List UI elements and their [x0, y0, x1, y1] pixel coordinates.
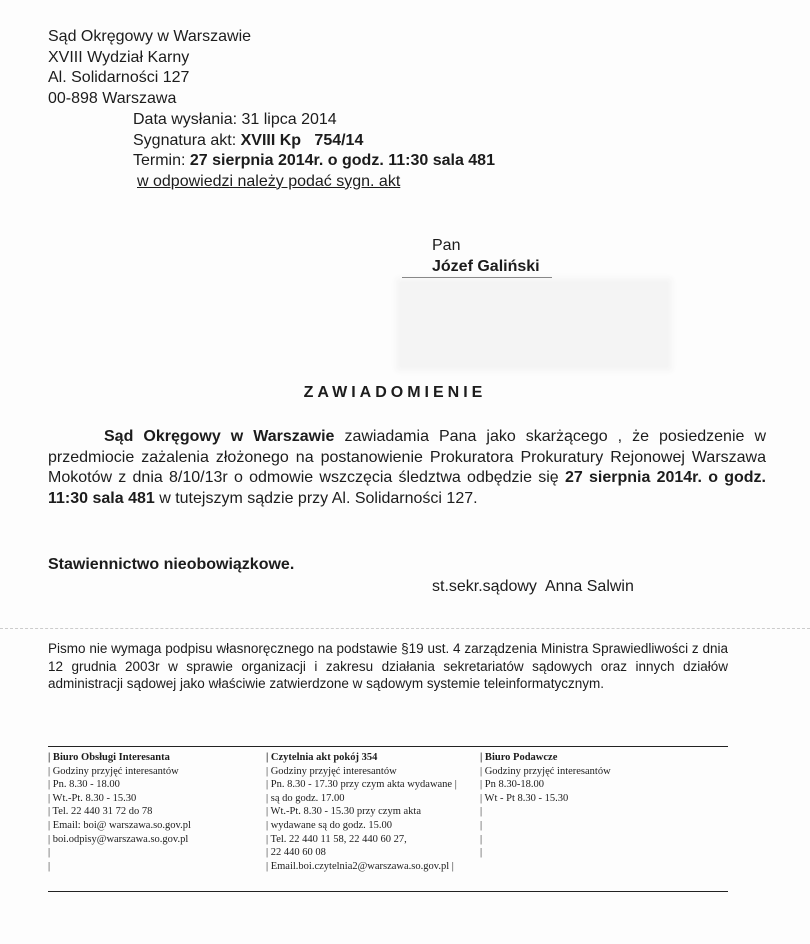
sender-address: [48, 27, 251, 109]
notice-body: [48, 427, 766, 509]
footer-line: | Tel. 22 440 11 58, 22 440 60 27,: [266, 833, 407, 845]
footer-line: | Pn 8.30-18.00: [480, 779, 544, 791]
footer-line: |: [480, 806, 483, 818]
footer-line: | są do godz. 17.00: [266, 792, 345, 804]
footer-line: | Wt.-Pt. 8.30 - 15.30: [48, 792, 137, 804]
footer-line: | Godziny przyjęć interesantów: [480, 765, 611, 777]
reply-note: w odpowiedzi należy podać sygn. akt: [137, 172, 401, 190]
footer-line: | 22 440 60 08: [266, 847, 326, 859]
footer-line: | Tel. 22 440 31 72 do 78: [48, 806, 153, 818]
footer-column-boi: [48, 751, 191, 873]
footer-heading: | Czytelnia akt pokój 354: [266, 752, 378, 763]
redacted-address: [400, 282, 668, 367]
hearing-term: Termin: 27 sierpnia 2014r. o godz. 11:30 sala 481: [133, 152, 495, 169]
footer-line: | Godziny przyjęć interesantów: [266, 765, 397, 777]
sender-line: Al. Solidarności 127: [48, 69, 190, 86]
footer-line: | Email: boi@ warszawa.so.gov.pl: [48, 819, 191, 831]
recipient-salutation: Pan: [432, 237, 461, 254]
recipient: [432, 236, 552, 278]
case-meta: [133, 110, 495, 192]
recipient-name: Józef Galiński: [432, 257, 540, 275]
footer-line: |: [48, 847, 51, 859]
document-title: ZAWIADOMIENIE: [303, 384, 487, 401]
footer-line: | wydawane są do godz. 15.00: [266, 819, 393, 831]
footer-column-podawcze: [480, 751, 611, 860]
footer-line: | Pn. 8.30 - 17.30 przy czym akta wydawane |: [266, 779, 457, 791]
footer-line: |: [48, 860, 51, 872]
footer-column-czytelnia: [266, 751, 457, 873]
section-divider: [0, 628, 810, 629]
footer-heading: | Biuro Podawcze: [480, 752, 558, 763]
footer-heading: | Biuro Obsługi Interesanta: [48, 752, 170, 763]
footer-line: | Wt - Pt 8.30 - 15.30: [480, 792, 569, 804]
sender-line: Sąd Okręgowy w Warszawie: [48, 28, 252, 45]
footer-top-rule: [48, 746, 728, 747]
attendance-note: Stawiennictwo nieobowiązkowe.: [48, 556, 295, 573]
footer-line: | Wt.-Pt. 8.30 - 15.30 przy czym akta: [266, 806, 421, 818]
signer: st.sekr.sądowy Anna Salwin: [432, 578, 634, 595]
sender-line: 00-898 Warszawa: [48, 89, 177, 107]
footer-line: | Pn. 8.30 - 18.00: [48, 779, 120, 791]
footer-line: | Email.boi.czytelnia2@warszawa.so.gov.pl |: [266, 860, 454, 872]
footer-line: | Godziny przyjęć interesantów: [48, 765, 179, 777]
footer-line: |: [480, 847, 483, 859]
signature-notice: Pismo nie wymaga podpisu własnoręcznego na podstawie §19 ust. 4 zarządzenia Ministra Sprawiedliwości z dnia 12 grudnia 2003r w sprawie organizacji i zakresu działania sekretariatów sądowych oraz innych działów administracji sądowej jako właściwie zatwierdzone w sądowym systemie teleinformatycznym.: [48, 641, 728, 691]
notice-paragraph: Sąd Okręgowy w Warszawie zawiadamia Pana jako skarżącego , że posiedzenie w przedmiocie zażalenia złożonego na postanowienie Prokuratora Prokuratury Rejonowej Warszawa Mokotów z dnia 8/10/13r o odmowie wszczęcia śledztwa odbędzie się 27 sierpnia 2014r. o godz. 11:30 sala 481 w tutejszym sądzie przy Al. Solidarności 127.: [48, 428, 767, 507]
sender-line: XVIII Wydział Karny: [48, 48, 190, 66]
recipient-underline: [402, 277, 552, 278]
footer-bottom-rule: [48, 891, 728, 892]
send-date: Data wysłania: 31 lipca 2014: [133, 111, 337, 128]
footer-line: |: [480, 833, 483, 845]
case-signature: Sygnatura akt: XVIII Kp 754/14: [133, 131, 364, 149]
footer-line: | boi.odpisy@warszawa.so.gov.pl: [48, 833, 189, 845]
footer-line: |: [480, 819, 483, 831]
